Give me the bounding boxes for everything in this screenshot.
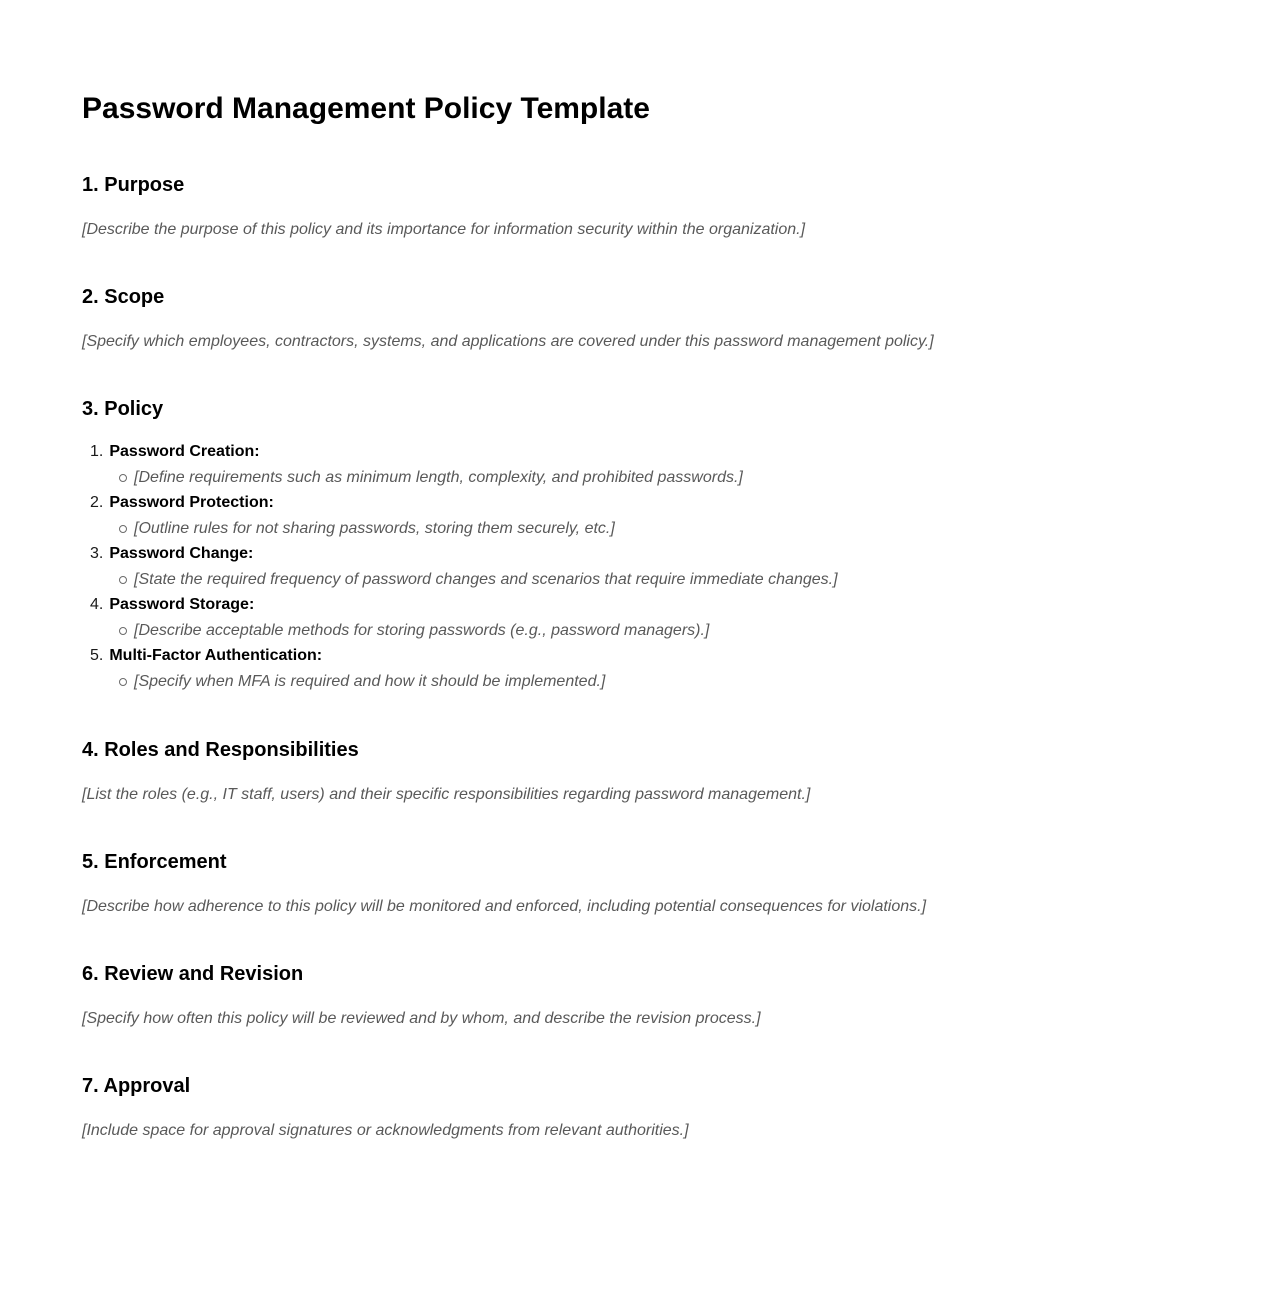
- section-body-roles: [List the roles (e.g., IT staff, users) and their specific responsibilities regarding password management.]: [82, 786, 811, 803]
- section-body-review: [Specify how often this policy will be reviewed and by whom, and describe the revision process.]: [82, 1010, 761, 1027]
- section-heading-scope: 2. Scope: [82, 286, 165, 308]
- section-heading-review: 6. Review and Revision: [82, 963, 304, 985]
- policy-item-detail: [Describe acceptable methods for storing passwords (e.g., password managers).]: [134, 622, 710, 639]
- policy-item-sub: [82, 465, 1198, 490]
- policy-item-sub: [82, 567, 1198, 592]
- policy-list-item: [82, 541, 1198, 592]
- section-heading-enforcement: 5. Enforcement: [82, 851, 227, 873]
- policy-item-head: [82, 592, 1198, 618]
- policy-item-head: [82, 541, 1198, 567]
- section-body-enforcement: [Describe how adherence to this policy will be monitored and enforced, including potential consequences for violations.]: [82, 898, 927, 915]
- section-heading-roles: 4. Roles and Responsibilities: [82, 739, 359, 761]
- hollow-bullet-icon: [119, 627, 127, 635]
- list-number: 2.: [90, 494, 104, 511]
- policy-item-label: Multi-Factor Authentication:: [109, 647, 323, 664]
- policy-list-item: [82, 490, 1198, 541]
- policy-item-head: [82, 643, 1198, 669]
- policy-item-detail: [State the required frequency of password changes and scenarios that require immediate changes.]: [134, 571, 838, 588]
- hollow-bullet-icon: [119, 474, 127, 482]
- hollow-bullet-icon: [119, 525, 127, 533]
- policy-item-detail: [Outline rules for not sharing passwords, storing them securely, etc.]: [134, 520, 615, 537]
- section-body-scope: [Specify which employees, contractors, systems, and applications are covered under this password management policy.]: [82, 333, 934, 350]
- policy-list: [82, 439, 1198, 694]
- page-title: Password Management Policy Template: [82, 92, 650, 125]
- section-heading-policy: 3. Policy: [82, 398, 164, 420]
- policy-item-label: Password Change:: [109, 545, 254, 562]
- policy-item-label: Password Creation:: [109, 443, 260, 460]
- list-number: 4.: [90, 596, 104, 613]
- section-body-approval: [Include space for approval signatures or acknowledgments from relevant authorities.]: [82, 1122, 689, 1139]
- policy-item-detail: [Specify when MFA is required and how it should be implemented.]: [134, 673, 606, 690]
- policy-list-item: [82, 439, 1198, 490]
- hollow-bullet-icon: [119, 576, 127, 584]
- policy-list-item: [82, 592, 1198, 643]
- policy-list-item: [82, 643, 1198, 694]
- list-number: 3.: [90, 545, 104, 562]
- policy-item-sub: [82, 618, 1198, 643]
- policy-item-detail: [Define requirements such as minimum length, complexity, and prohibited passwords.]: [134, 469, 743, 486]
- section-body-purpose: [Describe the purpose of this policy and its importance for information security within the organization.]: [82, 221, 806, 238]
- hollow-bullet-icon: [119, 678, 127, 686]
- list-number: 1.: [90, 443, 104, 460]
- policy-item-label: Password Protection:: [109, 494, 274, 511]
- policy-item-sub: [82, 669, 1198, 694]
- section-heading-approval: 7. Approval: [82, 1075, 191, 1097]
- list-number: 5.: [90, 647, 104, 664]
- policy-item-head: [82, 439, 1198, 465]
- policy-item-head: [82, 490, 1198, 516]
- policy-item-label: Password Storage:: [109, 596, 255, 613]
- section-heading-purpose: 1. Purpose: [82, 174, 185, 196]
- policy-item-sub: [82, 516, 1198, 541]
